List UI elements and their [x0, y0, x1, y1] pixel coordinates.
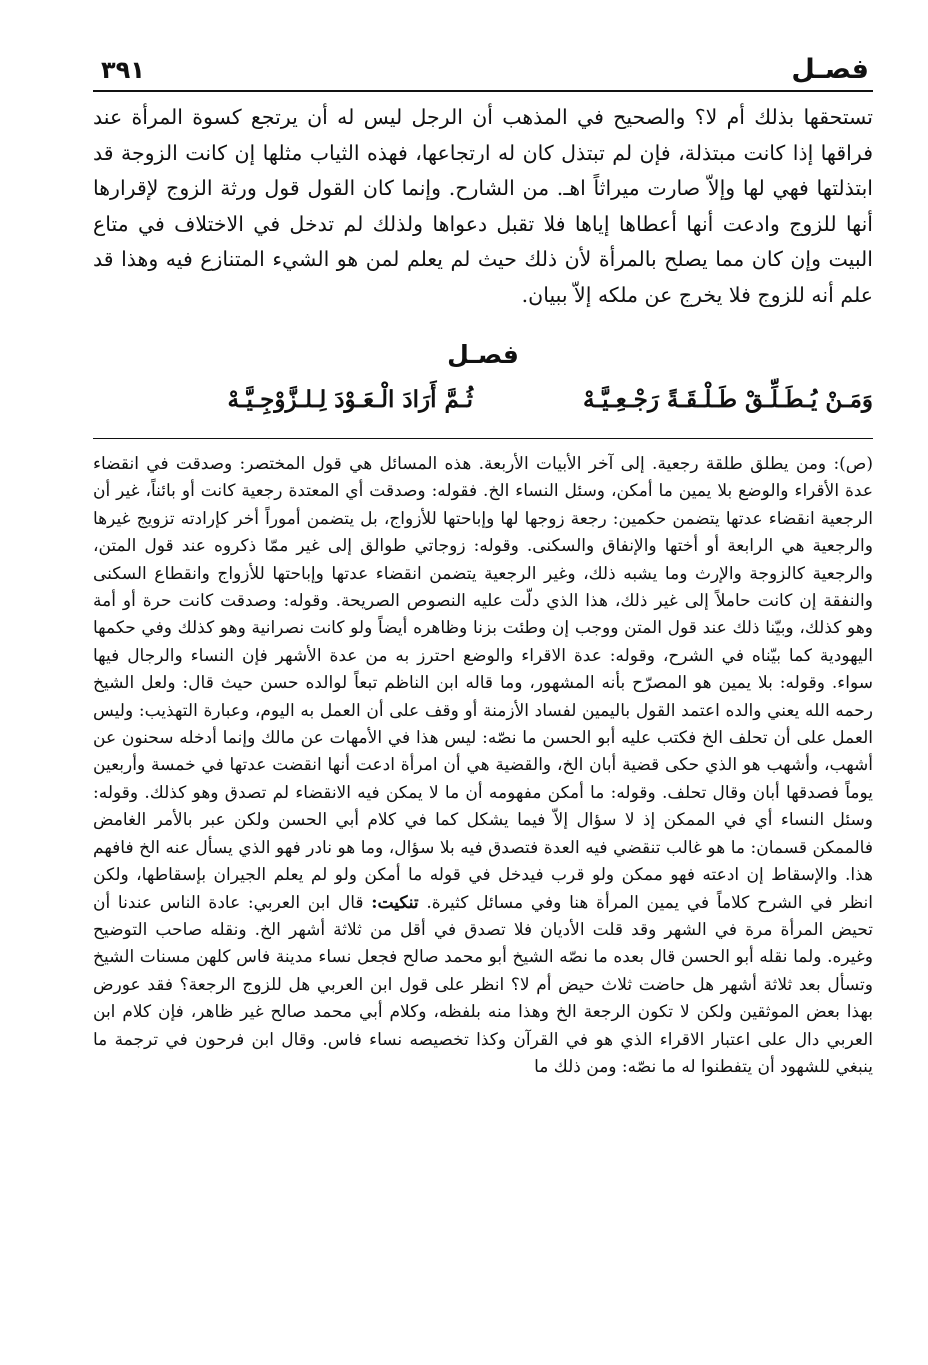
main-text-block — [93, 100, 873, 313]
page-number: ٣٩١ — [101, 56, 145, 84]
horizontal-divider — [93, 438, 873, 439]
verse-hemistich-first: وَمَـنْ يُـطَـلِّـقْ طَـلْـقَـةً رَجْـعِـيَّـهْ — [583, 386, 873, 413]
commentary-text-part-2: قال ابن العربي: عادة الناس عندنا أن تحيض المرأة مرة في الشهر وقد قلت الأديان فلا تصدق في أقل من ثلاثة أشهر الخ. ونقله صاحب التوضيح وغيره. ولما نقله أبو الحسن قال بعده ما نصّه الشيخ أبو محمد صالح فجعل نساء مدينة فاس كلهن مسنات الشيخ وتسأل بعد ثلاثة أشهر هل حاضت ثلاث حيض أم لا؟ انظر على قول ابن العربي هل للزوج الرجعة؟ فقد عورض بهذا بعض الموثقين ولكن لا تكون الرجعة الخ وهذا منه بلفظه، وكلام أبي محمد صالح غير ظاهر، فإن كلام ابن العربي دال على اعتبار الاقراء الذي هو في القرآن وكذا تخصيصه نساء فاس. وقال ابن فرحون في ترجمة ما ينبغي للشهود أن يتفطنوا له ما نصّه: ومن ذلك ما — [93, 892, 873, 1077]
tankit-label: تنكيت: — [371, 892, 419, 913]
verse-hemistich-second: ثُـمَّ أَرَادَ الْـعَـوْدَ لِـلـزَّوْجِـيَّـهْ — [227, 386, 473, 413]
chapter-heading: فصـل — [447, 340, 519, 369]
commentary-paragraph — [93, 451, 873, 1081]
page-header — [93, 50, 873, 92]
running-section-title: فصـل — [791, 54, 869, 85]
commentary-text-part-1: (ص): ومن يطلق طلقة رجعية. إلى آخر الأبيات الأربعة. هذه المسائل هي قول المختصر: وصدقت في انقضاء عدة الأقراء والوضع بلا يمين ما أمكن، وسئل النساء الخ. فقوله: وصدقت أي المعتدة رجعية كانت أو بائناً، غير أن الرجعية انقضاء عدتها يتضمن حكمين: رجعة زوجها لها وإباحتها للأزواج، بل يتضمن أموراً أخر كإرادته تزويج غيرها والرجعية هي الرابعة أو أختها والإنفاق والسكنى. وقوله: زوجاتي طوالق إلى غير ممّا ذكروه عند قول المتن، والرجعية كالزوجة والإرث وما يشبه ذلك، وغير الرجعية يتضمن انقضاء عدتها وإباحتها للأزواج وانقطاع السكنى والنفقة إن كانت حاملاً إلى غير ذلك، هذا الذي دلّت عليه النصوص الصريحة. وقوله: وصدقت كانت حرة أو أمة وهو كذلك، وبيّنا ذلك عند قول المتن ووجب إن وطئت بزنا وظاهره أيضاً ولو كانت نصرانية وهو كذلك وفي حكمها اليهودية كما بيّناه في الشرح، وقوله: عدة الاقراء والوضع احترز به من عدة الأشهر فإن النساء والرجال فيها سواء. وقوله: بلا يمين هو المصرّح بأنه المشهور، وما قاله ابن الناظم تبعاً لوالده حسن حيث قال: ولعل الشيخ رحمه الله يعني والده اعتمد القول باليمين لفساد الأزمنة أو وقف على أن العمل به اليوم، وعبارة التهذيب: وليس العمل على أن تحلف الخ فكتب عليه أبو الحسن ما نصّه: ليس هذا في الأمهات عن مالك وإنما أدخله سحنون عن أشهب، وأشهب هو الذي حكى قضية أبان الخ، والقضية هي أن امرأة ادعت أنها انقضت عدتها في خمسة وأربعين يوماً فصدقها أبان وقال تحلف. وقوله: ما أمكن مفهومه أن ما لا يمكن فيه الانقضاء لم تصدق وهو كذلك. وقوله: وسئل النساء أي في الممكن إذ لا سؤال إلاّ فيما يشكل كما في كلام أبي الحسن ولكن عبر بالأمر الغامض فالممكن قسمان: ما هو غالب تنقضي فيه العدة فتصدق فيه بلا سؤال، وما هو نادر فهو الذي يسأل عنه الخ فافهم هذا. والإسقاط إن ادعته فهو ممكن ولو قرب فيدخل في قوله ما أمكن ولو لم يعلم الجيران بإسقاطها، ولكن انظر في الشرح كلاماً في يمين المرأة هنا وفي مسائل كثيرة. — [93, 454, 874, 913]
verse-line — [93, 386, 873, 426]
main-paragraph: تستحقها بذلك أم لا؟ والصحيح في المذهب أن الرجل ليس له أن يرتجع كسوة المرأة عند فراقها إذا كانت مبتذلة، فإن لم تبتذل كان له ارتجاعها، فهذه الثياب مثلها إن كانت الزوجة قد ابتذلتها فهي لها وإلاّ صارت ميراثاً اهـ. من الشارح. وإنما كان القول قول ورثة الزوج لإقرارها أنها للزوج وادعت أنها أعطاها إياها فلا تقبل دعواها ولذلك لم تدخل في الاختلاف في متاع البيت وإن كان مما يصلح بالمرأة لأن ذلك حيث لم يعلم لمن هو الشيء المتنازع فيه وهذا قد علم أنه للزوج فلا يخرج عن ملكه إلاّ ببيان. — [93, 105, 873, 307]
commentary-block — [93, 451, 873, 1081]
